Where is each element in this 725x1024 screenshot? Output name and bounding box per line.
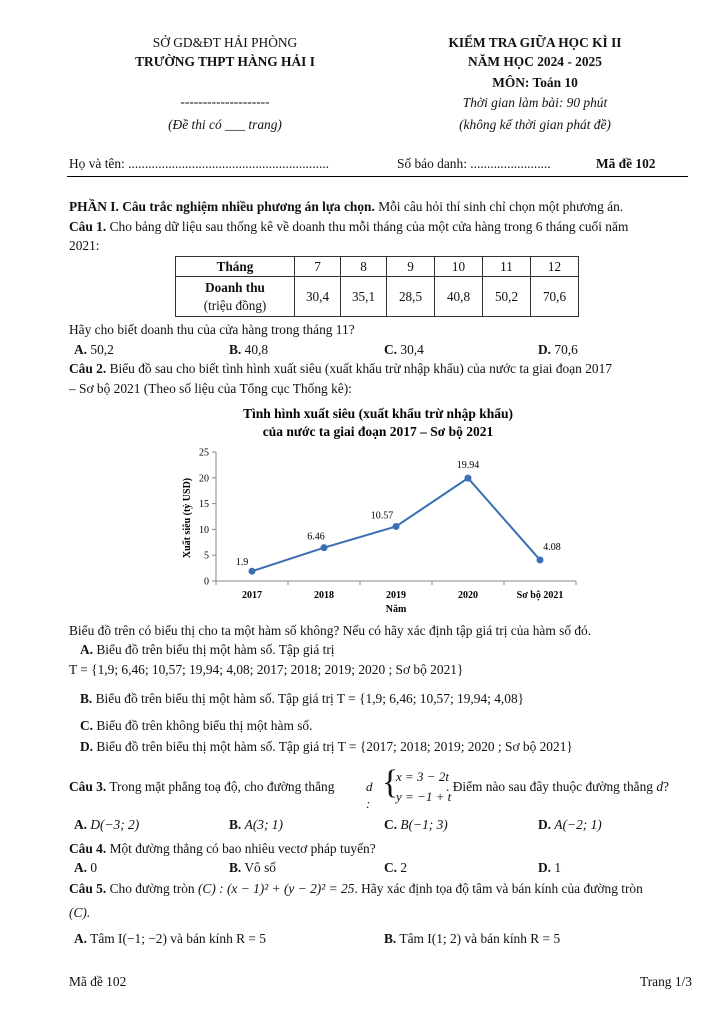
q3-d2: d: [656, 779, 664, 794]
table-cell: 9: [387, 257, 435, 277]
option-text: Vô số: [241, 860, 277, 875]
option-text: Tâm I(1; 2) và bán kính R = 5: [396, 931, 561, 946]
option-text: Biểu đồ trên biểu thị một hàm số. Tập giá trị: [92, 691, 337, 706]
option-letter: B.: [229, 860, 242, 875]
q3-eq1: x = 3 − 2t: [396, 769, 449, 784]
option-text: 2: [397, 860, 408, 875]
data-label: 6.46: [307, 531, 325, 543]
q3-text-after: . Điểm nào sau đây thuộc đường thẳng: [446, 779, 657, 794]
data-label: 10.57: [370, 510, 394, 522]
option-letter: A.: [74, 342, 88, 357]
option-letter: B.: [384, 931, 397, 946]
department-name: SỞ GD&ĐT HẢI PHÒNG: [152, 35, 298, 50]
table-cell: 7: [295, 257, 341, 277]
option-text: 50,2: [87, 342, 114, 357]
q3-qmark: ?: [663, 779, 669, 794]
y-tick-label: 5: [204, 550, 209, 562]
data-point: [537, 556, 544, 563]
x-tick-label: Sơ bộ 2021: [516, 590, 564, 601]
q5-label: Câu 5.: [69, 881, 107, 896]
q2-option-a-set: T = {1,9; 6,46; 10,57; 19,94; 4,08; 2017; 2018; 2019; 2020 ; Sơ bộ 2021}: [69, 662, 464, 677]
data-label: 19.94: [456, 460, 480, 472]
option-text: 70,6: [551, 342, 578, 357]
y-tick-label: 10: [199, 524, 209, 536]
q1-option-c[interactable]: [384, 341, 424, 359]
data-point: [249, 568, 256, 575]
q1-stem: [69, 218, 691, 236]
option-letter: B.: [229, 342, 242, 357]
option-text: D(−3; 2): [90, 817, 140, 832]
q2-option-d[interactable]: [80, 738, 573, 756]
q2-option-c[interactable]: [80, 717, 312, 735]
q4-option-b[interactable]: [229, 859, 276, 877]
data-point: [465, 475, 472, 482]
q3-stem-after: [446, 778, 669, 796]
x-axis: [216, 581, 576, 601]
y-tick-label: 0: [204, 576, 209, 588]
table-cell: 70,6: [531, 277, 579, 317]
q1-option-a[interactable]: [74, 341, 114, 359]
option-letter: A.: [80, 642, 94, 657]
q4-label: Câu 4.: [69, 841, 107, 856]
x-tick-label: 2017: [242, 590, 262, 601]
q2-option-a[interactable]: [80, 641, 335, 659]
q4-option-c[interactable]: [384, 859, 407, 877]
school-year: NĂM HỌC 2024 - 2025: [468, 54, 602, 69]
header-divider: [67, 176, 688, 177]
option-text: 0: [87, 860, 98, 875]
q1-label: Câu 1.: [69, 219, 107, 234]
part1-title: PHẦN I. Câu trắc nghiệm nhiều phương án lựa chọn.: [69, 199, 375, 214]
brace-icon: {: [382, 764, 399, 801]
q3-label: Câu 3.: [69, 779, 107, 794]
table-cell: 30,4: [295, 277, 341, 317]
data-points: [236, 460, 561, 575]
q2-label: Câu 2.: [69, 361, 107, 376]
q2-text-cont: – Sơ bộ 2021 (Theo số liệu của Tổng cục Thống kê):: [69, 381, 352, 396]
footer-page: Trang 1/3: [640, 974, 692, 989]
option-letter: C.: [80, 718, 94, 733]
table-row-months: [176, 257, 579, 277]
q3-eq2: y = −1 + t: [396, 789, 452, 804]
q5-text: Cho đường tròn: [106, 881, 198, 896]
q4-stem: [69, 840, 691, 858]
q3-option-b[interactable]: [229, 816, 283, 834]
option-text: B(−1; 3): [400, 817, 448, 832]
option-letter: D.: [538, 342, 552, 357]
student-name-field: Họ và tên: ............................................................: [69, 156, 329, 171]
part1-instruction: Mỗi câu hỏi thí sinh chỉ chọn một phương án.: [374, 199, 624, 214]
revenue-table: [175, 256, 579, 317]
q1-option-b[interactable]: [229, 341, 268, 359]
q5-option-a[interactable]: [74, 930, 266, 948]
q1-text-cont: 2021:: [69, 238, 100, 253]
option-set: T = {1,9; 6,46; 10,57; 19,94; 4,08}: [336, 691, 525, 706]
y-axis: [199, 448, 216, 588]
q5-text-after: . Hãy xác định tọa độ tâm và bán kính của đường tròn: [354, 881, 643, 896]
revenue-header-unit: (triệu đồng): [203, 297, 267, 313]
pages-note: (Đề thi có ___ trang): [168, 117, 282, 132]
option-text: 1: [551, 860, 562, 875]
q2-option-b[interactable]: [80, 690, 524, 708]
exam-title: KIỂM TRA GIỮA HỌC KÌ II: [448, 35, 622, 50]
q1-text: Cho bảng dữ liệu sau thống kê về doanh thu mỗi tháng của một cửa hàng trong 6 tháng cuối năm: [106, 219, 629, 234]
option-letter: D.: [538, 817, 552, 832]
q3-option-d[interactable]: [538, 816, 602, 834]
q3-text: Trong mặt phẳng toạ độ, cho đường thẳng: [106, 779, 335, 794]
option-text: Biểu đồ trên biểu thị một hàm số. Tập giá trị: [93, 739, 338, 754]
y-tick-label: 15: [199, 499, 209, 511]
option-text: A(−2; 1): [554, 817, 602, 832]
subject: MÔN: Toán 10: [492, 75, 578, 90]
option-text: Biểu đồ trên không biểu thị một hàm số.: [93, 718, 313, 733]
q2-question: Biểu đồ trên có biểu thị cho ta một hàm số không? Nếu có hãy xác định tập giá trị của hàm số đó.: [69, 623, 592, 638]
data-label: 1.9: [235, 557, 249, 569]
q5-option-b[interactable]: [384, 930, 560, 948]
y-axis-label: Xuất siêu (tỷ USD): [182, 477, 193, 559]
exam-time: Thời gian làm bài: 90 phút: [462, 95, 608, 110]
option-letter: A.: [74, 817, 88, 832]
table-header-month: Tháng: [176, 257, 295, 277]
q3-option-c[interactable]: [384, 816, 448, 834]
y-tick-label: 20: [199, 473, 209, 485]
option-letter: B.: [229, 817, 242, 832]
option-text: 30,4: [397, 342, 424, 357]
time-note: (không kể thời gian phát đề): [459, 117, 611, 132]
q4-option-a[interactable]: [74, 859, 97, 877]
data-label: 4.08: [543, 541, 561, 553]
part1-heading: [69, 198, 691, 216]
table-cell: 50,2: [483, 277, 531, 317]
q4-option-d[interactable]: [538, 859, 561, 877]
chart-title: Tình hình xuất siêu (xuất khẩu trừ nhập khẩu): [243, 406, 513, 421]
x-tick-label: 2019: [386, 590, 406, 601]
table-cell: 40,8: [435, 277, 483, 317]
revenue-header-label: Doanh thu: [205, 279, 265, 295]
option-letter: D.: [538, 860, 552, 875]
table-cell: 10: [435, 257, 483, 277]
option-letter: C.: [384, 342, 398, 357]
q2-text: Biểu đồ sau cho biết tình hình xuất siêu (xuất khẩu trừ nhập khẩu) của nước ta giai đoạn 2017: [106, 361, 612, 376]
option-letter: A.: [74, 931, 88, 946]
table-row-revenue: [176, 277, 579, 317]
table-cell: 8: [341, 257, 387, 277]
q5-circle-eq: (C) : (x − 1)² + (y − 2)² = 25: [197, 881, 355, 896]
option-text: Biểu đồ trên biểu thị một hàm số. Tập giá trị: [93, 642, 335, 657]
table-cell: 11: [483, 257, 531, 277]
data-point: [393, 523, 400, 530]
export-surplus-chart: [170, 400, 590, 620]
school-name: TRƯỜNG THPT HÀNG HẢI I: [135, 54, 315, 69]
option-letter: B.: [80, 691, 93, 706]
q3-d: d :: [366, 779, 373, 812]
option-set: T = {2017; 2018; 2019; 2020 ; Sơ bộ 2021}: [337, 739, 573, 754]
footer-code: Mã đề 102: [69, 974, 127, 989]
option-text: 40,8: [241, 342, 269, 357]
table-cell: 12: [531, 257, 579, 277]
table-header-revenue: [176, 277, 295, 317]
option-letter: C.: [384, 860, 398, 875]
option-text: Tâm I(−1; −2) và bán kính R = 5: [87, 931, 267, 946]
q4-text: Một đường thẳng có bao nhiêu vectơ pháp tuyến?: [106, 841, 376, 856]
chart-subtitle: của nước ta giai đoạn 2017 – Sơ bộ 2021: [262, 424, 494, 439]
table-cell: 35,1: [341, 277, 387, 317]
q3-stem: [69, 778, 334, 796]
data-point: [321, 544, 328, 551]
q5-stem: [69, 880, 643, 898]
x-axis-label: Năm: [385, 604, 407, 615]
option-letter: C.: [384, 817, 398, 832]
q2-stem: [69, 360, 691, 378]
option-text: A(3; 1): [244, 817, 283, 832]
q1-option-d[interactable]: [538, 341, 578, 359]
exam-code: Mã đề 102: [596, 156, 656, 171]
y-tick-label: 25: [199, 447, 209, 459]
header-dashes: --------------------: [180, 94, 270, 109]
option-letter: D.: [80, 739, 94, 754]
q1-question: Hãy cho biết doanh thu của cửa hàng trong tháng 11?: [69, 322, 355, 337]
q5-text-cont: (C).: [69, 905, 91, 920]
table-cell: 28,5: [387, 277, 435, 317]
x-tick-label: 2020: [458, 590, 478, 601]
q3-option-a[interactable]: [74, 816, 139, 834]
student-id-field: Số báo danh: ........................: [397, 156, 551, 171]
x-tick-label: 2018: [314, 590, 334, 601]
option-letter: A.: [74, 860, 88, 875]
